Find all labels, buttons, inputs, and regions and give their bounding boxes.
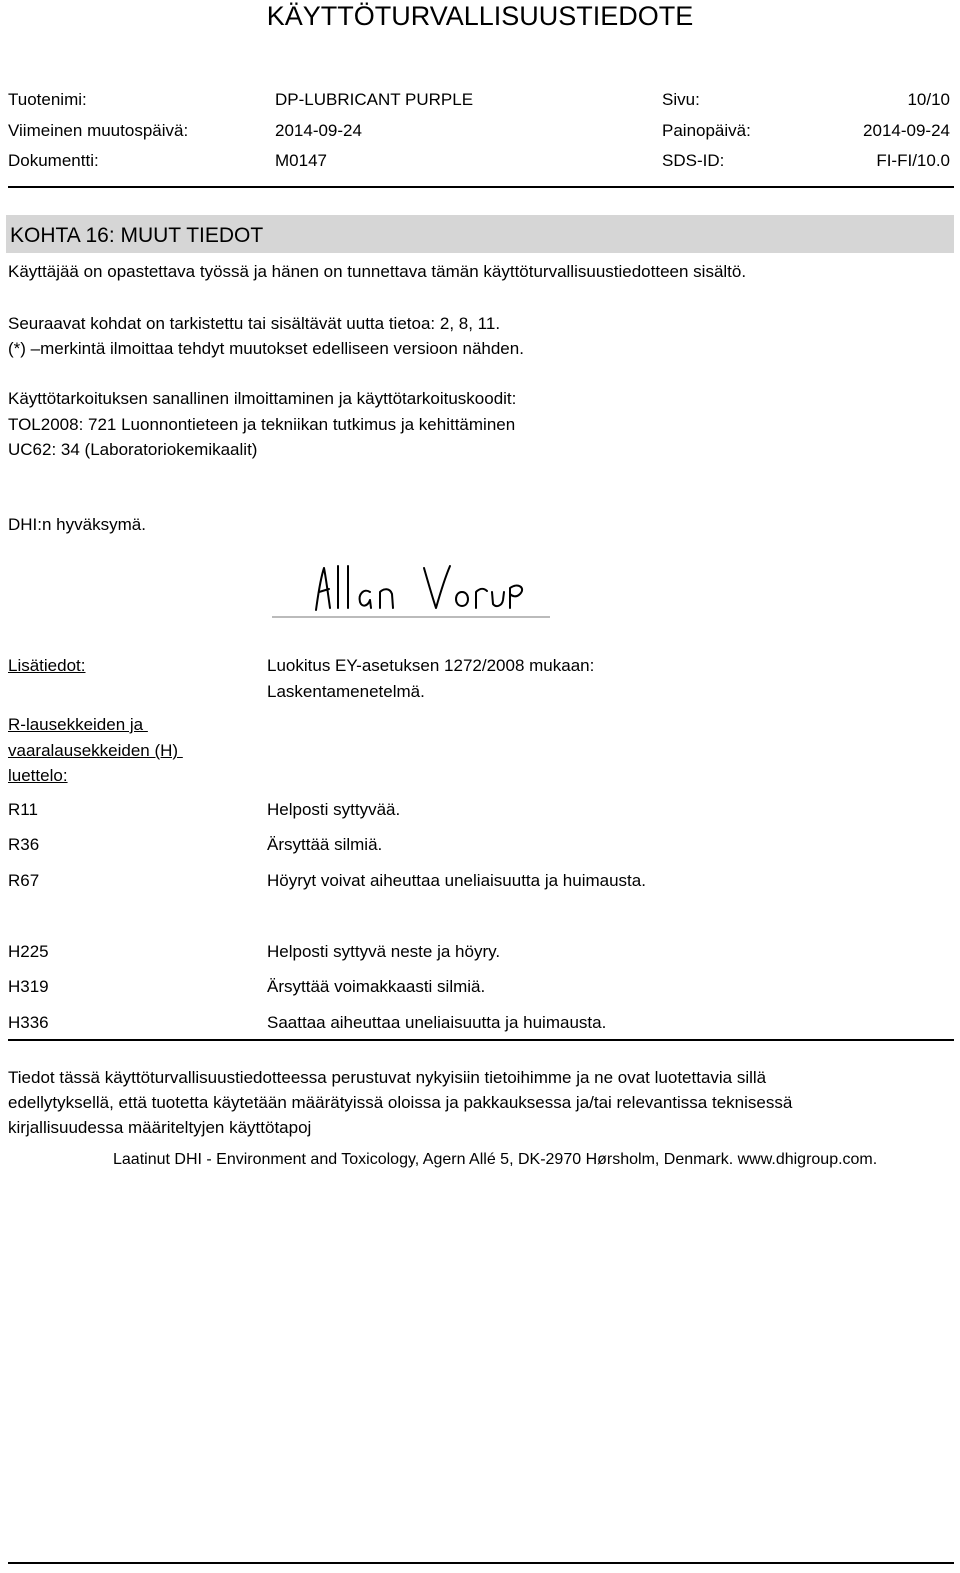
r-list-label-line3: luettelo: <box>8 766 68 785</box>
content-divider <box>8 1039 954 1041</box>
disclaimer-line1: Tiedot tässä käyttöturvallisuustiedotteessa perustuvat nykyisiin tietoihimme ja ne ovat luotettavia sillä <box>8 1068 767 1087</box>
r-phrase-code: R67 <box>8 871 40 890</box>
h-phrase-text: Saattaa aiheuttaa uneliaisuutta ja huimausta. <box>267 1013 607 1032</box>
disclaimer-line3: kirjallisuudessa määriteltyjen käyttötapoj <box>8 1118 312 1137</box>
r-list-label-line1: R-lausekkeiden ja <box>8 715 148 734</box>
document-label: Dokumentti: <box>8 151 99 170</box>
h-phrase-code: H319 <box>8 977 49 996</box>
prepared-by-footer: Laatinut DHI - Environment and Toxicology, Agern Allé 5, DK-2970 Hørsholm, Denmark. www.dhigroup.com. <box>113 1151 878 1168</box>
sds-id-value: FI-FI/10.0 <box>876 151 950 170</box>
product-name-label: Tuotenimi: <box>8 90 87 109</box>
h-phrase-code: H336 <box>8 1013 49 1032</box>
section-title: KOHTA 16: MUUT TIEDOT <box>10 224 264 247</box>
h-phrase-code: H225 <box>8 942 49 961</box>
r-list-label-line2: vaaralausekkeiden (H) <box>8 741 183 760</box>
document-value: M0147 <box>275 151 327 170</box>
page-bottom-divider <box>8 1562 954 1564</box>
classification-line1: Luokitus EY-asetuksen 1272/2008 mukaan: <box>267 656 595 675</box>
h-phrase-text: Helposti syttyvä neste ja höyry. <box>267 942 501 961</box>
signature-image <box>272 558 552 620</box>
page-value: 10/10 <box>907 90 950 109</box>
tol-code-text: TOL2008: 721 Luonnontieteen ja tekniikan tutkimus ja kehittäminen <box>8 415 516 434</box>
header-divider <box>8 186 954 188</box>
r-phrase-text: Ärsyttää silmiä. <box>267 835 383 854</box>
r-phrase-code: R36 <box>8 835 40 854</box>
change-marker-text: (*) –merkintä ilmoittaa tehdyt muutokset edelliseen versioon nähden. <box>8 339 524 358</box>
revised-date-value: 2014-09-24 <box>275 121 362 140</box>
use-description-heading: Käyttötarkoituksen sanallinen ilmoittaminen ja käyttötarkoituskoodit: <box>8 389 517 408</box>
h-phrase-text: Ärsyttää voimakkaasti silmiä. <box>267 977 486 996</box>
disclaimer-line2: edellytyksellä, että tuotetta käytetään määrätyissä oloissa ja pakkauksessa ja/tai relevantissa teknisessä <box>8 1093 793 1112</box>
classification-line2: Laskentamenetelmä. <box>267 682 425 701</box>
instruction-paragraph: Käyttäjää on opastettava työssä ja hänen on tunnettava tämän käyttöturvallisuustiedotteen sisältö. <box>8 262 747 281</box>
r-phrase-text: Höyryt voivat aiheuttaa uneliaisuutta ja huimausta. <box>267 871 646 890</box>
uc-code-text: UC62: 34 (Laboratoriokemikaalit) <box>8 440 258 459</box>
additional-info-label: Lisätiedot: <box>8 656 86 675</box>
r-phrase-text: Helposti syttyvää. <box>267 800 401 819</box>
product-name-value: DP-LUBRICANT PURPLE <box>275 90 474 109</box>
page-label: Sivu: <box>662 90 700 109</box>
r-phrase-code: R11 <box>8 800 38 819</box>
print-date-label: Painopäivä: <box>662 121 751 140</box>
print-date-value: 2014-09-24 <box>863 121 950 140</box>
approval-text: DHI:n hyväksymä. <box>8 515 146 534</box>
revised-date-label: Viimeinen muutospäivä: <box>8 121 189 140</box>
revised-sections-text: Seuraavat kohdat on tarkistettu tai sisältävät uutta tietoa: 2, 8, 11. <box>8 314 501 333</box>
document-title: KÄYTTÖTURVALLISUUSTIEDOTE <box>266 1 694 31</box>
sds-id-label: SDS-ID: <box>662 151 725 170</box>
